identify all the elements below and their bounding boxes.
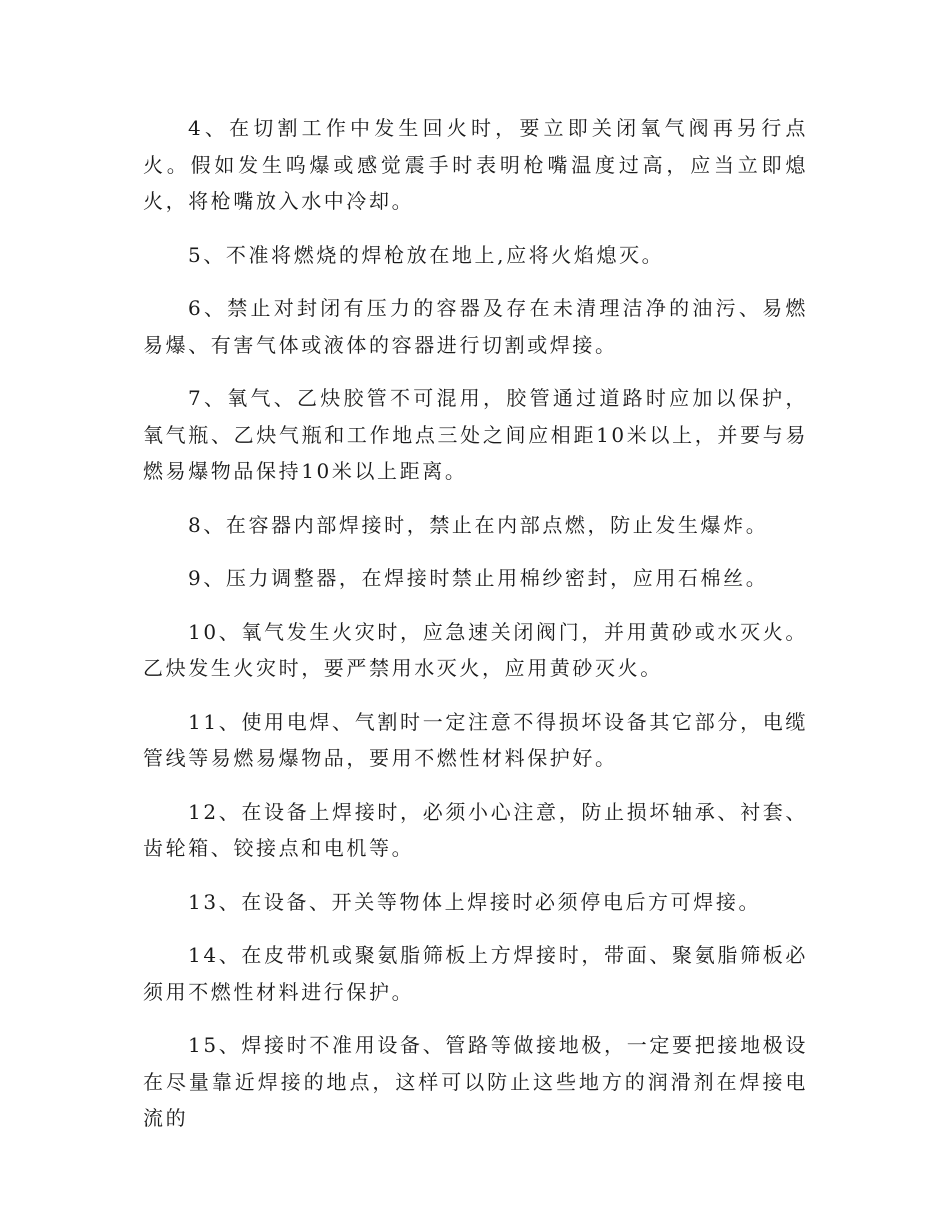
paragraph-item-8: 8、在容器内部焊接时，禁止在内部点燃，防止发生爆炸。 xyxy=(188,512,769,537)
paragraph-item-5: 5、不准将燃烧的焊枪放在地上,应将火焰熄灭。 xyxy=(188,242,665,267)
paragraph-item-9: 9、压力调整器，在焊接时禁止用棉纱密封，应用石棉丝。 xyxy=(188,566,769,590)
paragraph-item-11: 11、使用电焊、气割时一定注意不得损坏设备其它部分，电缆管线等易燃易爆物品，要用不燃性材料保护好。 xyxy=(143,709,808,770)
paragraph-item-4: 4、在切割工作中发生回火时，要立即关闭氧气阀再另行点火。假如发生呜爆或感觉震手时表明枪嘴温度过高，应当立即熄火，将枪嘴放入水中冷却。 xyxy=(143,116,808,213)
paragraph-item-14: 14、在皮带机或聚氨脂筛板上方焊接时，带面、聚氨脂筛板必须用不燃性材料进行保护。 xyxy=(143,943,808,1004)
paragraph-item-15: 15、焊接时不准用设备、管路等做接地极，一定要把接地极设在尽量靠近焊接的地点，这样可以防止这些地方的润滑剂在焊接电流的 xyxy=(143,1033,808,1130)
document-body xyxy=(143,110,808,1154)
paragraph-item-13: 13、在设备、开关等物体上焊接时必须停电后方可焊接。 xyxy=(188,889,762,914)
paragraph-item-12: 12、在设备上焊接时，必须小心注意，防止损坏轴承、衬套、齿轮箱、铰接点和电机等。 xyxy=(143,799,808,860)
paragraph-item-7: 7、氧气、乙炔胶管不可混用，胶管通过道路时应加以保护，氧气瓶、乙炔气瓶和工作地点三处之间应相距10米以上，并要与易燃易爆物品保持10米以上距离。 xyxy=(143,386,808,483)
paragraph-item-6: 6、禁止对封闭有压力的容器及存在未清理洁净的油污、易燃易爆、有害气体或液体的容器进行切割或焊接。 xyxy=(143,296,808,357)
paragraph-item-10: 10、氧气发生火灾时，应急速关闭阀门，并用黄砂或水灭火。乙炔发生火灾时，要严禁用水灭火，应用黄砂灭火。 xyxy=(143,619,808,680)
